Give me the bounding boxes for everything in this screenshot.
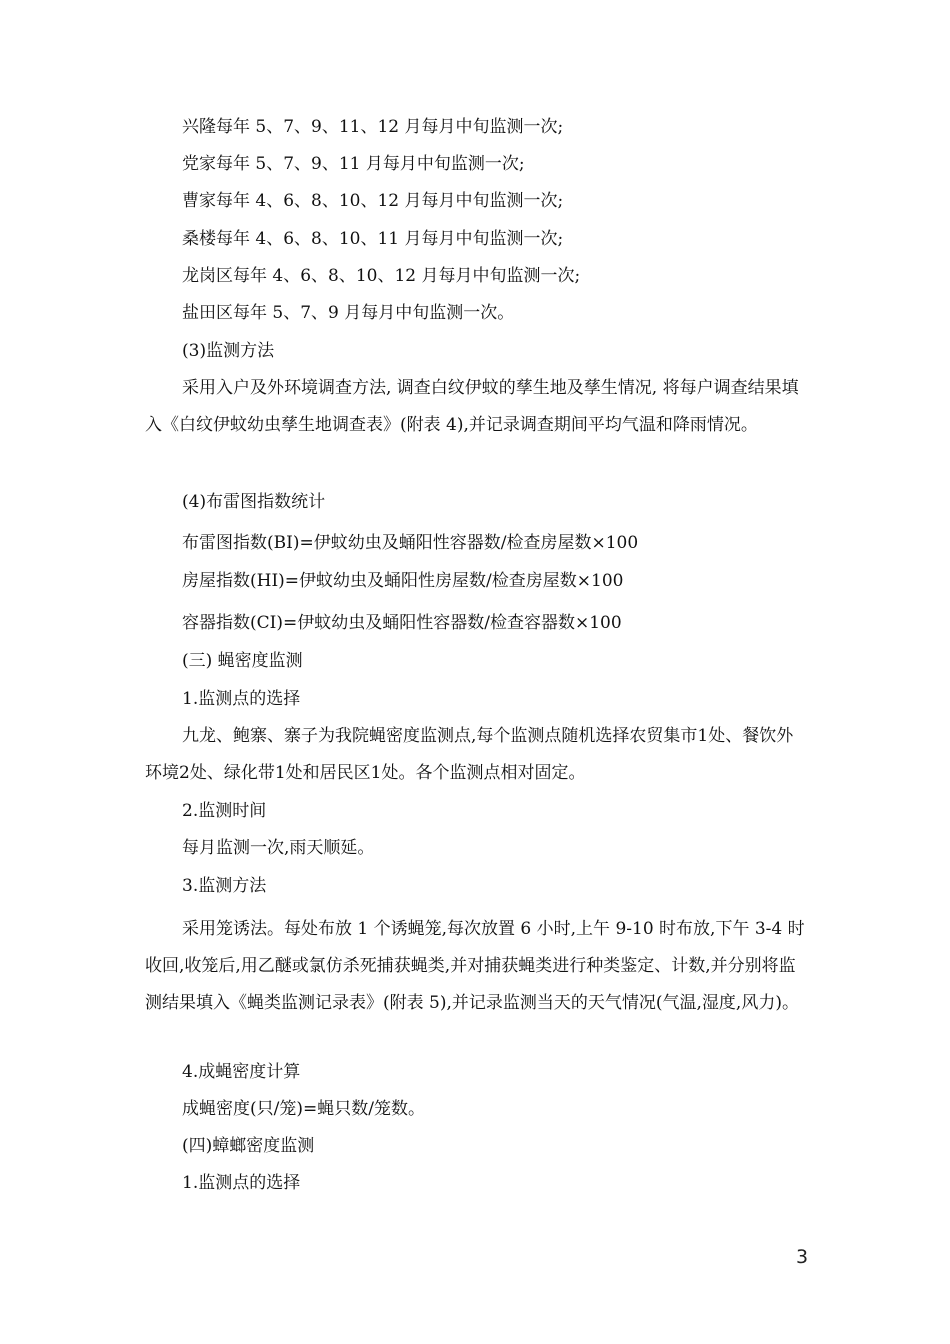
fly-method-heading: 3.监测方法 [182,876,267,896]
mosquito-method-paragraph: 采用入户及外环境调查方法, 调查白纹伊蚊的孳生地及孳生情况, 将每户调查结果填入《白纹伊蚊幼虫孳生地调查表》(附表 4),并记录调查期间平均气温和降雨情况。 [145,378,799,435]
schedule-line-dangjia: 党家每年 5、7、9、11 月每月中旬监测一次; [182,154,525,174]
fly-calc-heading: 4.成蝇密度计算 [182,1062,301,1082]
page-number: 3 [796,1246,809,1268]
schedule-line-yantian: 盐田区每年 5、7、9 月每月中旬监测一次。 [182,303,515,323]
formula-bi: 布雷图指数(BI)=伊蚊幼虫及蛹阳性容器数/检查房屋数×100 [182,533,639,553]
cockroach-section-heading: (四)蟑螂密度监测 [182,1136,315,1156]
cockroach-site-heading: 1.监测点的选择 [182,1173,301,1193]
fly-time-heading: 2.监测时间 [182,801,267,821]
fly-method-paragraph: 采用笼诱法。每处布放 1 个诱蝇笼,每次放置 6 小时,上午 9-10 时布放,下午 3-4 时收回,收笼后,用乙醚或氯仿杀死捕获蝇类,并对捕获蝇类进行种类鉴定、计数,并分别将监测结果填入《蝇类监测记录表》(附表 5),并记录监测当天的天气情况(气温,湿度,风力)。 [145,919,805,1013]
schedule-line-longgang: 龙岗区每年 4、6、8、10、12 月每月中旬监测一次; [182,266,581,286]
fly-site-paragraph: 九龙、鲍寨、寨子为我院蝇密度监测点,每个监测点随机选择农贸集市1处、餐饮外环境2处、绿化带1处和居民区1处。各个监测点相对固定。 [145,726,794,783]
schedule-line-xinglong: 兴隆每年 5、7、9、11、12 月每月中旬监测一次; [182,117,564,137]
fly-time-text: 每月监测一次,雨天顺延。 [182,838,375,858]
formula-ci: 容器指数(CI)=伊蚊幼虫及蛹阳性容器数/检查容器数×100 [182,613,622,633]
breteau-index-heading: (4)布雷图指数统计 [182,492,326,512]
fly-calc-formula: 成蝇密度(只/笼)=蝇只数/笼数。 [182,1099,425,1119]
schedule-line-caojia: 曹家每年 4、6、8、10、12 月每月中旬监测一次; [182,191,564,211]
formula-hi: 房屋指数(HI)=伊蚊幼虫及蛹阳性房屋数/检查房屋数×100 [182,571,624,591]
mosquito-method-heading: (3)监测方法 [182,341,275,361]
schedule-line-sanglou: 桑楼每年 4、6、8、10、11 月每月中旬监测一次; [182,229,564,249]
fly-site-heading: 1.监测点的选择 [182,689,301,709]
fly-section-heading: (三) 蝇密度监测 [182,651,303,671]
